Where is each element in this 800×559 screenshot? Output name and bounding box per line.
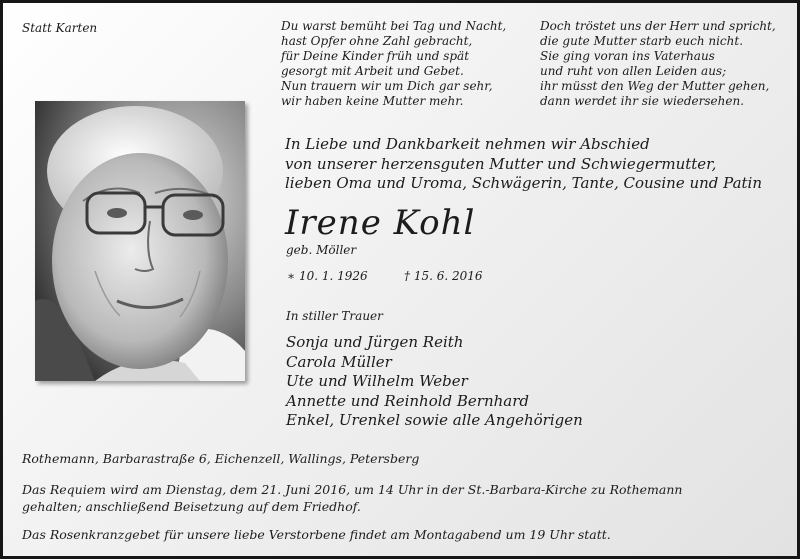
mourners-list <box>286 333 583 431</box>
intro-line: lieben Oma und Uroma, Schwägerin, Tante, Cousine und Patin <box>285 174 763 192</box>
poem-line: die gute Mutter starb euch nicht. <box>540 34 744 48</box>
poem-line: wir haben keine Mutter mehr. <box>281 94 464 108</box>
mourner-name: Annette und Reinhold Bernhard <box>286 391 530 410</box>
poem-line: Sie ging voran ins Vaterhaus <box>540 49 715 63</box>
birth-date: ∗ 10. 1. 1926 <box>287 269 368 283</box>
poem-line: Nun trauern wir um Dich gar sehr, <box>281 79 493 93</box>
poem-left-column <box>281 19 531 109</box>
mourner-name: Ute und Wilhelm Weber <box>286 372 468 390</box>
poem-line: und ruht von allen Leiden aus; <box>540 64 727 78</box>
poem-line: Du warst bemüht bei Tag und Nacht, <box>281 19 507 33</box>
portrait-illustration <box>35 101 245 381</box>
statt-karten-label: Statt Karten <box>22 21 98 35</box>
poem-line: Doch tröstet uns der Herr und spricht, <box>540 19 776 33</box>
poem-right-column <box>540 19 790 109</box>
intro-line: von unserer herzensguten Mutter und Schwiegermutter, <box>285 154 717 173</box>
poem-line: hast Opfer ohne Zahl gebracht, <box>281 34 473 48</box>
mourning-label: In stiller Trauer <box>286 309 383 323</box>
deceased-name: Irene Kohl <box>285 203 476 243</box>
poem-line: ihr müsst den Weg der Mutter gehen, <box>540 79 770 93</box>
mourner-name: Sonja und Jürgen Reith <box>286 333 464 351</box>
poem-line: gesorgt mit Arbeit und Gebet. <box>281 64 464 78</box>
poem-line: für Deine Kinder früh und spät <box>281 49 470 63</box>
requiem-line: Das Requiem wird am Dienstag, dem 21. Juni 2016, um 14 Uhr in der St.-Barbara-Kirche zu Rothemann <box>22 482 683 497</box>
requiem-notice <box>22 481 792 515</box>
portrait-photo <box>35 101 245 381</box>
mourner-name: Carola Müller <box>286 352 392 371</box>
intro-line: In Liebe und Dankbarkeit nehmen wir Abschied <box>285 135 650 153</box>
death-date: † 15. 6. 2016 <box>404 269 483 283</box>
poem-line: dann werdet ihr sie wiedersehen. <box>540 94 745 108</box>
birth-name: geb. Möller <box>286 243 357 257</box>
requiem-line: gehalten; anschließend Beisetzung auf dem Friedhof. <box>22 499 361 514</box>
mourner-name: Enkel, Urenkel sowie alle Angehörigen <box>286 411 583 429</box>
farewell-intro <box>285 135 762 194</box>
rosary-notice: Das Rosenkranzgebet für unsere liebe Verstorbene findet am Montagabend um 19 Uhr statt. <box>22 527 611 542</box>
family-address: Rothemann, Barbarastraße 6, Eichenzell, Wallings, Petersberg <box>22 451 420 466</box>
